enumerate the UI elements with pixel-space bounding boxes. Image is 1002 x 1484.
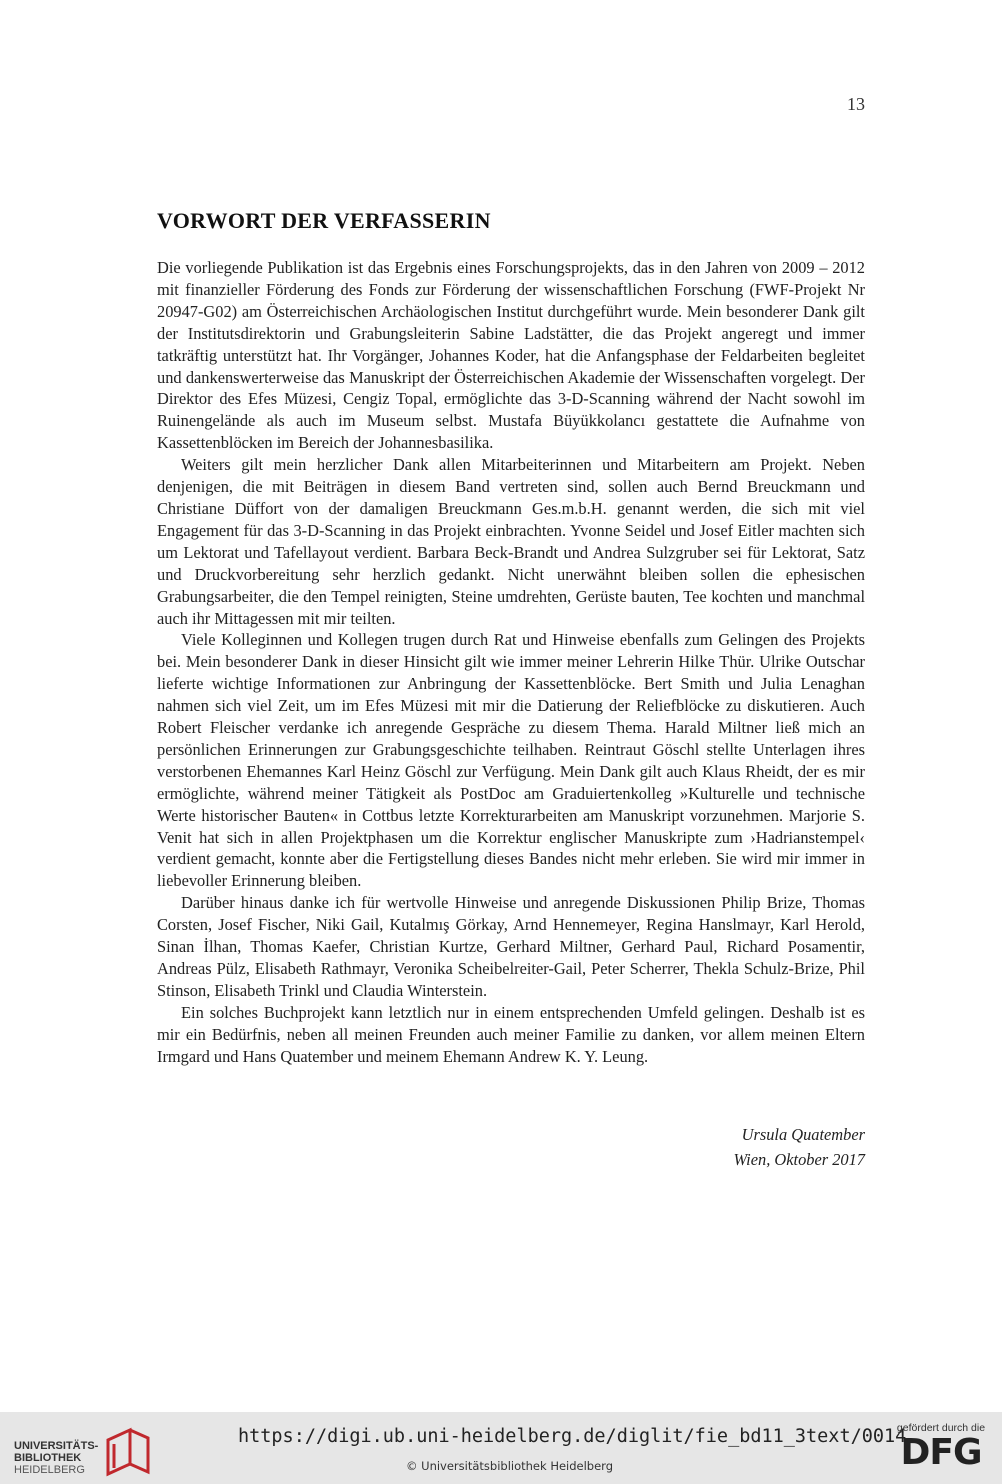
library-name-line: BIBLIOTHEK xyxy=(14,1452,82,1464)
signature xyxy=(565,1122,865,1172)
signature-author: Ursula Quatember xyxy=(741,1125,865,1144)
source-url-link[interactable]: https://digi.ub.uni-heidelberg.de/diglit/fie_bd11_3text/0014 xyxy=(238,1426,907,1447)
page-number: 13 xyxy=(847,94,865,114)
library-name xyxy=(14,1440,98,1476)
footer-bar xyxy=(0,1412,1002,1484)
page-heading: VORWORT DER VERFASSERIN xyxy=(157,208,491,233)
library-book-icon xyxy=(100,1424,154,1478)
paragraph: Darüber hinaus danke ich für wertvolle Hinweise und anregende Diskussionen Philip Brize, Thomas Corsten, Josef Fischer, Niki Gail, Kutalmış Görkay, Arnd Hennemeyer, Regina Hanslmayr, Karl Herold, Sinan İlhan, Thomas Kaefer, Christian Kurtze, Gerhard Miltner, Gerhard Paul, Richard Posamentir, Andreas Pülz, Elisabeth Rathmayr, Veronika Scheibelreiter-Gail, Peter Scherrer, Thekla Schulz-Brize, Phil Stinson, Elisabeth Trinkl und Claudia Winterstein. xyxy=(157,893,865,1000)
paragraph: Ein solches Buchprojekt kann letztlich nur in einem entsprechenden Umfeld gelingen. Deshalb ist es mir ein Bedürfnis, neben all meinen Freunden auch meiner Familie zu danken, vor allem meinen Eltern Irmgard und Hans Quatember und meinem Ehemann Andrew K. Y. Leung. xyxy=(157,1002,865,1066)
funder-logo[interactable] xyxy=(888,1422,994,1472)
library-name-line: HEIDELBERG xyxy=(14,1464,85,1476)
funder-caption: gefördert durch die xyxy=(896,1422,986,1434)
dfg-logo: DFG xyxy=(900,1432,982,1473)
copyright-notice: © Universitätsbibliothek Heidelberg xyxy=(406,1459,614,1473)
paragraph: Weiters gilt mein herzlicher Dank allen Mitarbeiterinnen und Mitarbeitern am Projekt. Neben denjenigen, die mit Beiträgen in diesem Band vertreten sind, sollen auch Bernd Breuckmann und Christiane Düffort von der damaligen Breuckmann Ges.m.b.H. genannt werden, die sich mit viel Engagement für das 3-D-Scanning in das Projekt einbrachten. Yvonne Seidel und Josef Eitler machten sich um Lektorat und Tafellayout verdient. Barbara Beck-Brandt und Andrea Sulzgruber sei für Lektorat, Satz und Druckvorbereitung sehr herzlich gedankt. Nicht unerwähnt bleiben sollen die ephesischen Grabungsarbeiter, die den Tempel reinigten, Steine umdrehten, Gerüste bauten, Tee kochten und manchmal auch ihr Mittagessen mit mir teilten. xyxy=(157,455,865,628)
signature-place-date: Wien, Oktober 2017 xyxy=(733,1150,865,1169)
library-logo[interactable] xyxy=(14,1424,144,1478)
paragraph: Die vorliegende Publikation ist das Ergebnis eines Forschungsprojekts, das in den Jahren von 2009 – 2012 mit finanzieller Förderung des Fonds zur Förderung der wissenschaftlichen Forschung (FWF-Projekt Nr 20947-G02) am Österreichischen Archäologischen Institut durchgeführt wurde. Mein besonderer Dank gilt der Institutsdirektorin und Grabungsleiterin Sabine Ladstätter, die das Projekt angeregt und immer tatkräftig unterstützt hat. Ihr Vorgänger, Johannes Koder, hat die Anfangsphase der Feldarbeiten begleitet und dankenswerterweise das Manuskript der Österreichischen Akademie der Wissenschaften vorgelegt. Der Direktor des Efes Müzesi, Cengiz Topal, ermöglichte das 3-D-Scanning während der Nacht sowohl im Ruinengelände als auch im Museum selbst. Mustafa Büyükkolancı gestattete die Aufnahme von Kassettenblöcken im Bereich der Johannesbasilika. xyxy=(157,258,865,453)
library-name-line: UNIVERSITÄTS- xyxy=(14,1440,99,1452)
preface-body xyxy=(157,257,865,1068)
paragraph: Viele Kolleginnen und Kollegen trugen durch Rat und Hinweise ebenfalls zum Gelingen des Projekts bei. Mein besonderer Dank in dieser Hinsicht gilt wie immer meiner Lehrerin Hilke Thür. Ulrike Outschar lieferte wichtige Informationen zur Anbringung der Kassettenblöcke. Bert Smith und Julia Lenaghan nahmen sich viel Zeit, um im Efes Müzesi mit mir die Datierung der Reliefblöcke zu diskutieren. Auch Robert Fleischer verdanke ich anregende Gespräche zu diesem Thema. Harald Miltner ließ mich an persönlichen Erinnerungen zur Grabungsgeschichte teilhaben. Reintraut Göschl stellte Unterlagen ihres verstorbenen Ehemannes Karl Heinz Göschl zur Verfügung. Mein Dank gilt auch Klaus Rheidt, der es mir ermöglichte, während meiner Tätigkeit als PostDoc am Graduiertenkolleg »Kulturelle und technische Werte historischer Bauten« in Cottbus letzte Korrekturarbeiten am Manuskript vorzunehmen. Marjorie S. Venit hat sich in allen Projektphasen um die Korrektur englischer Manuskripte zum ›Hadrianstempel‹ verdient gemacht, konnte aber die Fertigstellung dieses Bandes nicht mehr erleben. Sie wird mir immer in liebevoller Erinnerung bleiben. xyxy=(157,630,865,891)
